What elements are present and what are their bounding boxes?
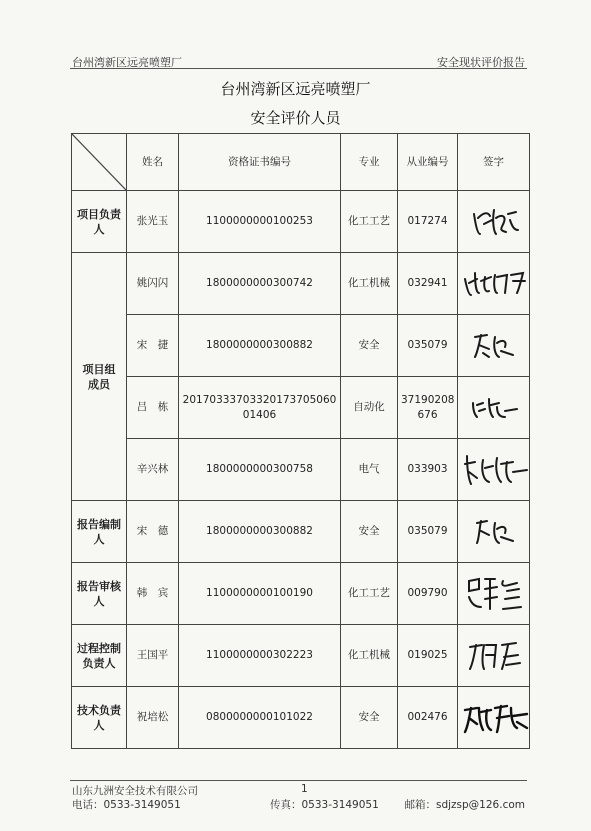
signature-cell — [458, 563, 530, 625]
handwritten-signature — [461, 450, 531, 490]
signature-cell — [458, 191, 530, 253]
document-title: 台州湾新区远亮喷塑厂 — [220, 80, 371, 98]
header-emp: 从业编号 — [398, 134, 458, 191]
cert-cell: 0800000000101022 — [179, 687, 341, 749]
table-row — [72, 439, 530, 501]
emp-cell: 002476 — [398, 687, 458, 749]
header-name: 姓名 — [127, 134, 179, 191]
cert-cell: 1800000000300758 — [179, 439, 341, 501]
signature-cell — [458, 501, 530, 563]
handwritten-signature — [466, 204, 522, 240]
role-cell: 报告编制人 — [72, 501, 127, 563]
handwritten-signature — [467, 393, 521, 423]
major-cell: 安全 — [341, 501, 398, 563]
emp-cell: 37190208 676 — [398, 377, 458, 439]
table-row — [72, 191, 530, 253]
name-cell: 辛兴林 — [127, 439, 179, 501]
major-cell: 化工工艺 — [341, 191, 398, 253]
footer-email: 邮箱：sdjzsp@126.com — [404, 799, 525, 811]
name-cell: 王国平 — [127, 625, 179, 687]
handwritten-signature — [469, 329, 519, 363]
cert-cell: 1100000000100190 — [179, 563, 341, 625]
name-cell: 韩 宾 — [127, 563, 179, 625]
name-cell: 张光玉 — [127, 191, 179, 253]
emp-cell: 017274 — [398, 191, 458, 253]
major-cell: 安全 — [341, 687, 398, 749]
table-row — [72, 501, 530, 563]
name-cell: 宋 捷 — [127, 315, 179, 377]
header-cert: 资格证书编号 — [179, 134, 341, 191]
handwritten-signature — [464, 637, 524, 675]
signature-cell — [458, 625, 530, 687]
major-cell: 化工机械 — [341, 625, 398, 687]
name-cell: 吕 栋 — [127, 377, 179, 439]
handwritten-signature — [471, 515, 517, 549]
emp-cell: 033903 — [398, 439, 458, 501]
header-right: 安全现状评价报告 — [437, 56, 525, 69]
document-subtitle: 安全评价人员 — [250, 109, 341, 127]
cert-cell: 20170333703320173705060 01406 — [179, 377, 341, 439]
signature-cell — [458, 377, 530, 439]
header-divider — [70, 68, 527, 69]
cert-cell: 1100000000100253 — [179, 191, 341, 253]
handwritten-signature — [461, 267, 531, 301]
cert-cell: 1800000000300882 — [179, 501, 341, 563]
table-row — [72, 563, 530, 625]
emp-cell: 019025 — [398, 625, 458, 687]
handwritten-signature — [463, 573, 525, 615]
table-row — [72, 377, 530, 439]
cert-cell: 1100000000302223 — [179, 625, 341, 687]
signature-cell — [458, 253, 530, 315]
header-left: 台州湾新区远亮喷塑厂 — [72, 56, 182, 69]
major-cell: 化工工艺 — [341, 563, 398, 625]
footer-phone: 电话：0533-3149051 — [72, 799, 181, 811]
emp-cell: 032941 — [398, 253, 458, 315]
footer-fax: 传真：0533-3149051 — [270, 799, 379, 811]
emp-cell: 009790 — [398, 563, 458, 625]
role-cell: 项目负责人 — [72, 191, 127, 253]
footer-divider — [70, 780, 527, 781]
header-signature: 签字 — [458, 134, 530, 191]
signature-cell — [458, 315, 530, 377]
role-cell: 项目组成员 — [72, 253, 127, 501]
role-cell: 报告审核人 — [72, 563, 127, 625]
personnel-table — [71, 133, 530, 749]
table-row — [72, 687, 530, 749]
table-header-row — [72, 134, 530, 191]
role-cell: 过程控制负责人 — [72, 625, 127, 687]
footer-page-number: 1 — [301, 783, 308, 795]
major-cell: 自动化 — [341, 377, 398, 439]
cert-cell: 1800000000300882 — [179, 315, 341, 377]
diagonal-header-cell — [72, 134, 127, 191]
signature-cell — [458, 687, 530, 749]
handwritten-signature — [461, 698, 531, 738]
name-cell: 祝培松 — [127, 687, 179, 749]
major-cell: 电气 — [341, 439, 398, 501]
signature-cell — [458, 439, 530, 501]
emp-cell: 035079 — [398, 315, 458, 377]
major-cell: 化工机械 — [341, 253, 398, 315]
table-row — [72, 625, 530, 687]
footer-company: 山东九洲安全技术有限公司 — [72, 785, 198, 797]
name-cell: 宋 德 — [127, 501, 179, 563]
cert-cell: 1800000000300742 — [179, 253, 341, 315]
header-major: 专业 — [341, 134, 398, 191]
emp-cell: 035079 — [398, 501, 458, 563]
major-cell: 安全 — [341, 315, 398, 377]
name-cell: 姚闪闪 — [127, 253, 179, 315]
table-row — [72, 315, 530, 377]
role-cell: 技术负责人 — [72, 687, 127, 749]
table-row — [72, 253, 530, 315]
